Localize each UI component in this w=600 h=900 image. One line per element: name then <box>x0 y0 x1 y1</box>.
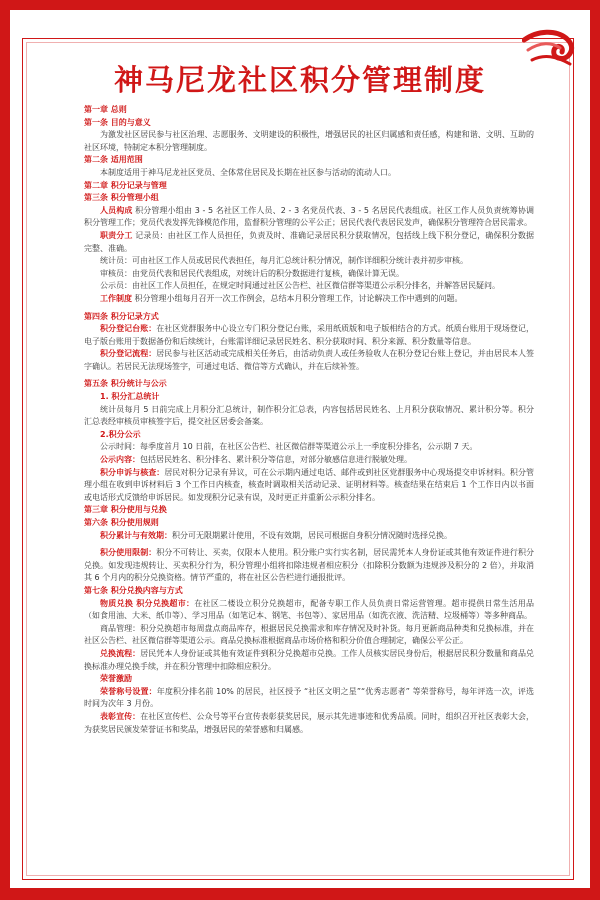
subsection-heading: 2.积分公示 <box>100 429 141 439</box>
paragraph-text: 积分不可转让、买卖，仅限本人使用。积分账户实行实名制，居民需凭本人身份证或其他有效证件进行积分兑换。如发现违规转让、买卖积分行为，积分管理小组将扣除违规者相应积分（扣除积分数额为违规涉及积分的 2 倍），并取消其 6 个月内的积分兑换资格。情节严重的，将在社区公告栏进行通报批评。 <box>84 548 534 583</box>
paragraph-text: 记录员：由社区工作人员担任，负责及时、准确记录居民积分获取情况，包括线上线下积分登记，确保积分数据完整、准确。 <box>84 230 534 253</box>
lead-label: 职责分工 <box>100 230 133 240</box>
article-heading: 第六条 积分使用规则 <box>84 518 159 527</box>
paragraph-text: 包括居民姓名、积分排名、累计积分等信息，对部分敏感信息进行脱敏处理。 <box>140 455 412 465</box>
lead-label: 公示内容： <box>100 455 140 465</box>
paragraph <box>84 467 534 505</box>
lead-label: 积分使用限制： <box>100 548 157 558</box>
paragraph <box>84 598 534 623</box>
paragraph <box>84 205 534 230</box>
regulation-content <box>84 104 534 736</box>
top-red-band <box>0 0 600 10</box>
lead-label: 积分申诉与核查： <box>100 467 165 477</box>
paragraph <box>84 547 534 585</box>
paragraph-text: 居民对积分记录有异议，可在公示期内通过电话、邮件或到社区党群服务中心现场提交申诉材料。积分管理小组在收到申诉材料后 3 个工作日内核查，核查时调取相关活动记录、证明材料等。核查结果在结束后 1 个工作日内以书面或电话形式反馈给申诉居民。如发现积分记录有误，及时更正并重新公示积分排名。 <box>84 467 535 502</box>
paragraph <box>84 711 534 736</box>
paragraph: 公示员：由社区工作人员担任，在规定时间通过社区公告栏、社区微信群等渠道公示积分排名，并解答居民疑问。 <box>100 281 500 291</box>
paragraph <box>84 323 534 348</box>
paragraph <box>84 648 534 673</box>
article-heading: 第二条 适用范围 <box>84 155 143 165</box>
paragraph-text: 居民参与社区活动或完成相关任务后，由活动负责人或任务验收人在积分登记台账上登记，并由居民本人签字确认。若居民无法现场签字，可通过电话、微信等方式确认，并在后续补签。 <box>84 349 534 371</box>
lead-label: 积分累计与有效期： <box>100 530 172 540</box>
article-heading: 第七条 积分兑换内容与方式 <box>84 585 183 595</box>
paragraph-text: 积分管理小组由 3 - 5 名社区工作人员、2 - 3 名党员代表、3 - 5 名居民代表组成。社区工作人员负责统筹协调积分管理工作；党员代表发挥先锋模范作用，监督积分管理的公平公正；居民代表代表居民发声，确保积分管理符合居民需求。 <box>84 205 535 228</box>
lead-label: 工作制度 <box>100 293 132 303</box>
paragraph: 审核员：由党员代表和居民代表组成，对统计后的积分数据进行复核，确保计算无误。 <box>100 268 404 278</box>
article-heading: 第五条 积分统计与公示 <box>84 379 167 389</box>
paragraph-text: 在社区党群服务中心设立专门积分登记台账，采用纸质版和电子版相结合的方式。纸质台账用于现场登记，电子版台账用于数据备份和后续统计，台账需详细记录居民姓名、积分获取时间、积分来源、积分数量等信息。 <box>84 324 534 346</box>
paragraph <box>84 454 534 467</box>
paragraph <box>84 686 534 711</box>
lead-label: 兑换流程： <box>100 648 141 658</box>
article-heading: 第一条 目的与意义 <box>84 117 151 127</box>
lead-label: 人员构成 <box>100 205 133 215</box>
paragraph-text: 积分可无限期累计使用，不设有效期，居民可根据自身积分情况随时选择兑换。 <box>172 530 452 540</box>
lead-label: 荣誉称号设置： <box>100 686 157 696</box>
paragraph-text: 在社区宣传栏、公众号等平台宣传表彰获奖居民，展示其先进事迹和优秀品质。同时，组织召开社区表彰大会，为获奖居民颁发荣誉证书和奖品，增强居民的荣誉感和归属感。 <box>84 711 535 734</box>
paragraph: 商品管理：积分兑换超市每周盘点商品库存，根据居民兑换需求和库存情况及时补货。每月更新商品种类和兑换标准，并在社区公告栏、社区微信群等渠道公示。商品兑换标准根据商品市场价格和积分价值合理制定，确保公平公正。 <box>84 623 534 646</box>
subsection-heading: 1. 积分汇总统计 <box>100 392 160 402</box>
page-title: 神马尼龙社区积分管理制度 <box>113 63 486 97</box>
paragraph: 为激发社区居民参与社区治理、志愿服务、文明建设的积极性，增强居民的社区归属感和责任感，构建和谐、文明、互助的社区环境，特制定本积分管理制度。 <box>84 130 534 152</box>
lead-label: 表彰宣传： <box>100 711 141 721</box>
chapter-heading: 第一章 总则 <box>84 105 127 114</box>
paragraph-text: 居民凭本人身份证或其他有效证件到积分兑换超市兑换。工作人员核实居民身份后，根据居民积分数量和商品兑换标准办理兑换手续，并在积分管理中扣除相应积分。 <box>84 648 535 671</box>
lead-label: 积分登记台账： <box>100 324 157 334</box>
lead-label: 物质兑换 积分兑换超市： <box>100 598 195 608</box>
paragraph <box>84 530 534 543</box>
paragraph: 本制度适用于神马尼龙社区党员、全体常住居民及长期在社区参与活动的流动人口。 <box>100 167 396 177</box>
paragraph <box>84 348 534 373</box>
lead-label: 积分登记流程： <box>100 349 157 359</box>
paragraph <box>84 230 534 255</box>
paragraph-text: 积分管理小组每月召开一次工作例会，总结本月积分管理工作，讨论解决工作中遇到的问题。 <box>134 293 463 303</box>
article-heading: 第四条 积分记录方式 <box>84 311 159 321</box>
paragraph: 统计员每月 5 日前完成上月积分汇总统计，制作积分汇总表，内容包括居民姓名、上月积分获取情况、累计积分等。积分汇总表经审核员审核签字后，提交社区居委会备案。 <box>84 404 534 427</box>
paragraph: 统计员：可由社区工作人员或居民代表担任，每月汇总统计积分情况，制作详细积分统计表并初步审核。 <box>100 256 468 266</box>
paragraph: 公示时间：每季度首月 10 日前，在社区公告栏、社区微信群等渠道公示上一季度积分排名，公示期 7 天。 <box>100 442 478 452</box>
bottom-red-band <box>0 888 600 900</box>
paragraph-text: 在社区二楼设立积分兑换超市，配备专职工作人员负责日常运营管理。超市提供日常生活用品（如食用油、大米、纸巾等）、学习用品（如笔记本、钢笔、书包等）、家居用品（如洗衣液、洗洁精、垃圾桶等）等多种商品。 <box>84 598 534 621</box>
paragraph <box>84 293 534 306</box>
paragraph-text: 年度积分排名前 10% 的居民，社区授予 “社区文明之星”“优秀志愿者” 等荣誉称号，每年评选一次，评选时间为次年 3 月份。 <box>84 686 535 709</box>
left-red-band <box>0 0 10 900</box>
chapter-heading: 第三章 积分使用与兑换 <box>84 505 167 515</box>
chapter-heading: 第二章 积分记录与管理 <box>84 180 167 190</box>
right-red-band <box>590 0 600 900</box>
article-heading: 第三条 积分管理小组 <box>84 193 159 203</box>
subsection-heading: 荣誉激励 <box>100 674 132 684</box>
